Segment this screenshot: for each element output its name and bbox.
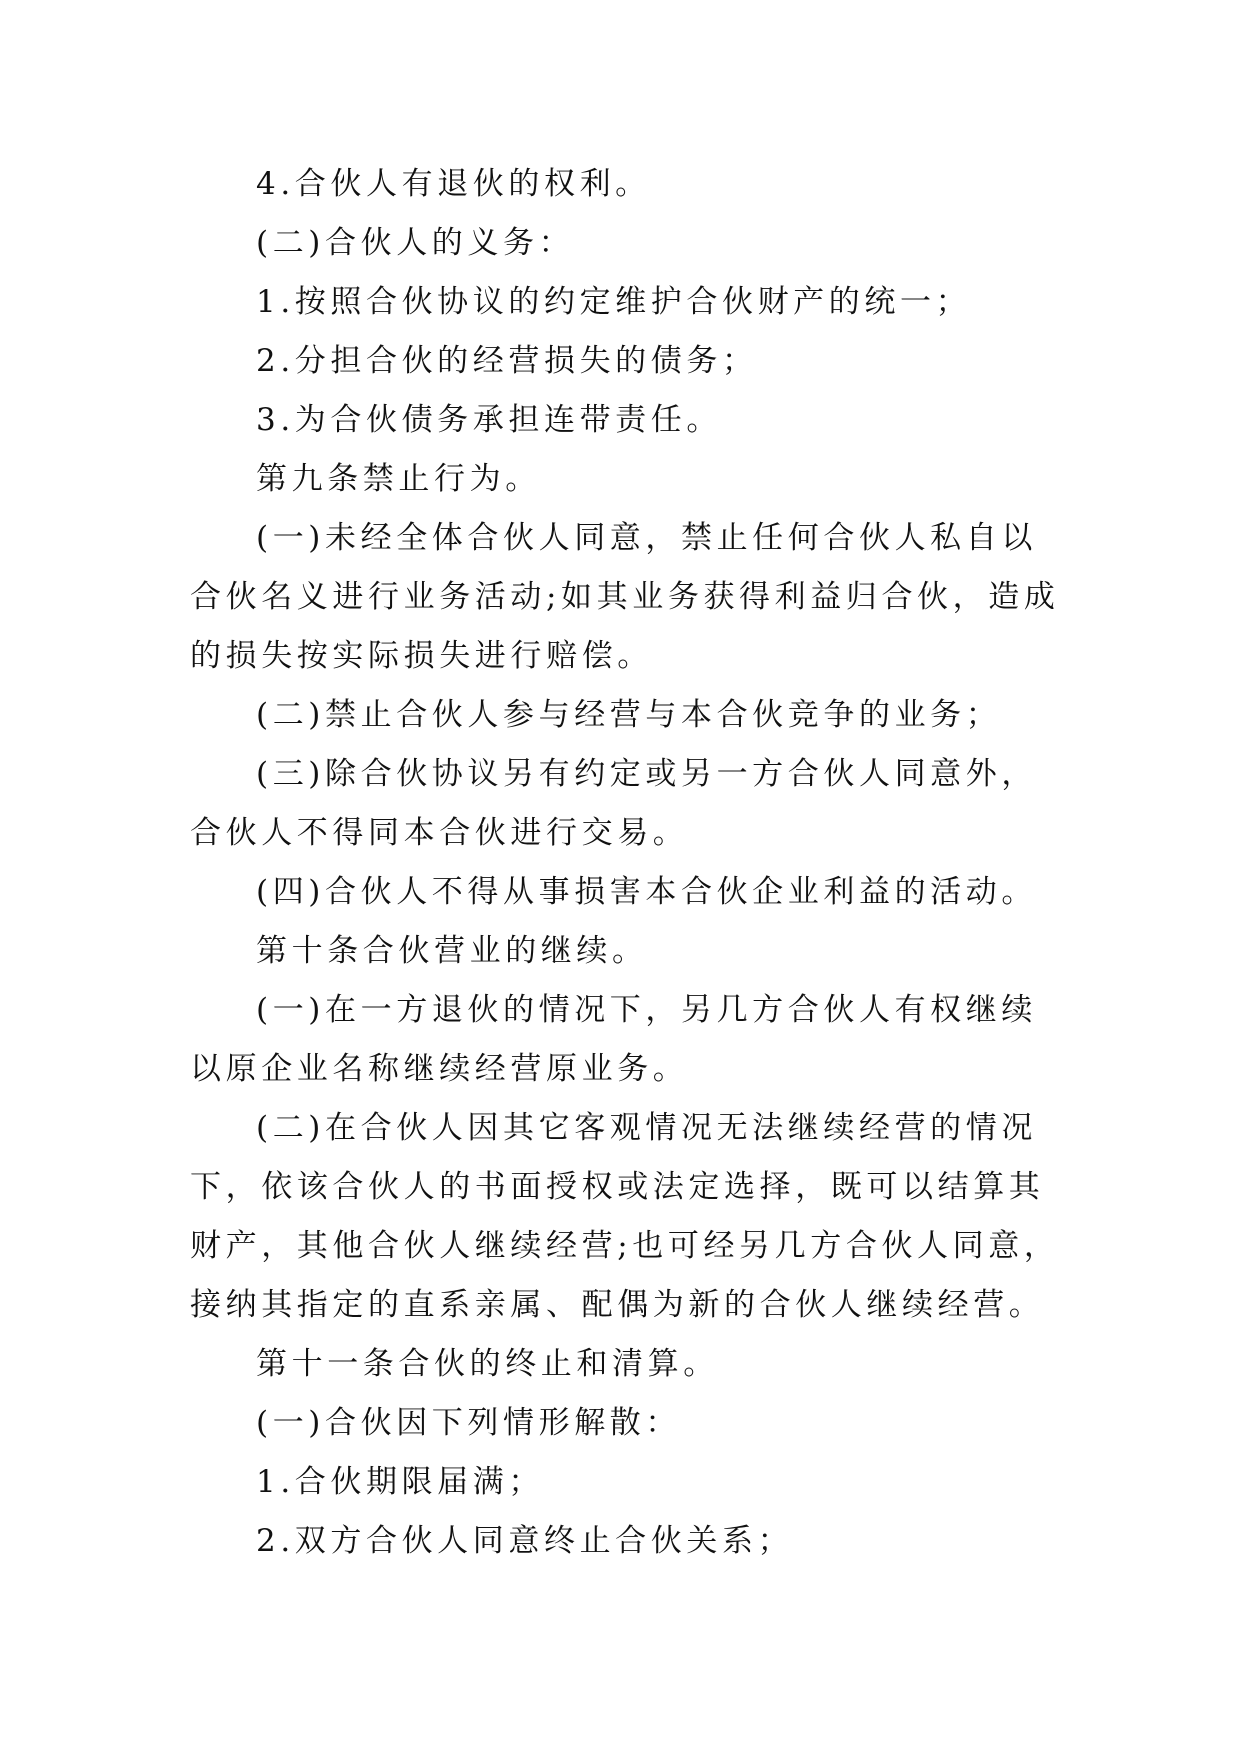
article-10-item-1: (一)在一方退伙的情况下，另几方合伙人有权继续以原企业名称继续经营原业务。 — [190, 992, 1037, 1087]
article-11-heading: 第十一条合伙的终止和清算。 — [256, 1346, 719, 1382]
dissolution-reason-2: 2.双方合伙人同意终止合伙关系； — [256, 1523, 794, 1559]
paragraph-obligations-heading: (二)合伙人的义务： — [256, 225, 575, 261]
article-9-item-2: (二)禁止合伙人参与经营与本合伙竞争的业务； — [256, 697, 1002, 733]
dissolution-reason-1: 1.合伙期限届满； — [256, 1464, 544, 1500]
article-10-item-2: (二)在合伙人因其它客观情况无法继续经营的情况下，依该合伙人的书面授权或法定选择，既可以结算其财产，其他合伙人继续经营;也可经另几方合伙人同意，接纳其指定的直系亲属、配偶为新的合伙人继续经营。 — [190, 1110, 1060, 1323]
article-9-heading: 第九条禁止行为。 — [256, 461, 541, 497]
document-page — [190, 155, 1060, 1571]
article-9-item-3: (三)除合伙协议另有约定或另一方合伙人同意外，合伙人不得同本合伙进行交易。 — [190, 756, 1037, 851]
paragraph-obligation-3: 3.为合伙债务承担连带责任。 — [256, 402, 722, 438]
paragraph-obligation-1: 1.按照合伙协议的约定维护合伙财产的统一； — [256, 284, 972, 320]
article-9-item-1: (一)未经全体合伙人同意，禁止任何合伙人私自以合伙名义进行业务活动;如其业务获得利益归合伙，造成的损失按实际损失进行赔偿。 — [190, 520, 1060, 674]
paragraph-obligation-2: 2.分担合伙的经营损失的债务； — [256, 343, 758, 379]
article-10-heading: 第十条合伙营业的继续。 — [256, 933, 648, 969]
article-9-item-4: (四)合伙人不得从事损害本合伙企业利益的活动。 — [256, 874, 1037, 910]
article-11-item-1: (一)合伙因下列情形解散： — [256, 1405, 681, 1441]
paragraph-right-withdraw: 4.合伙人有退伙的权利。 — [256, 166, 651, 202]
